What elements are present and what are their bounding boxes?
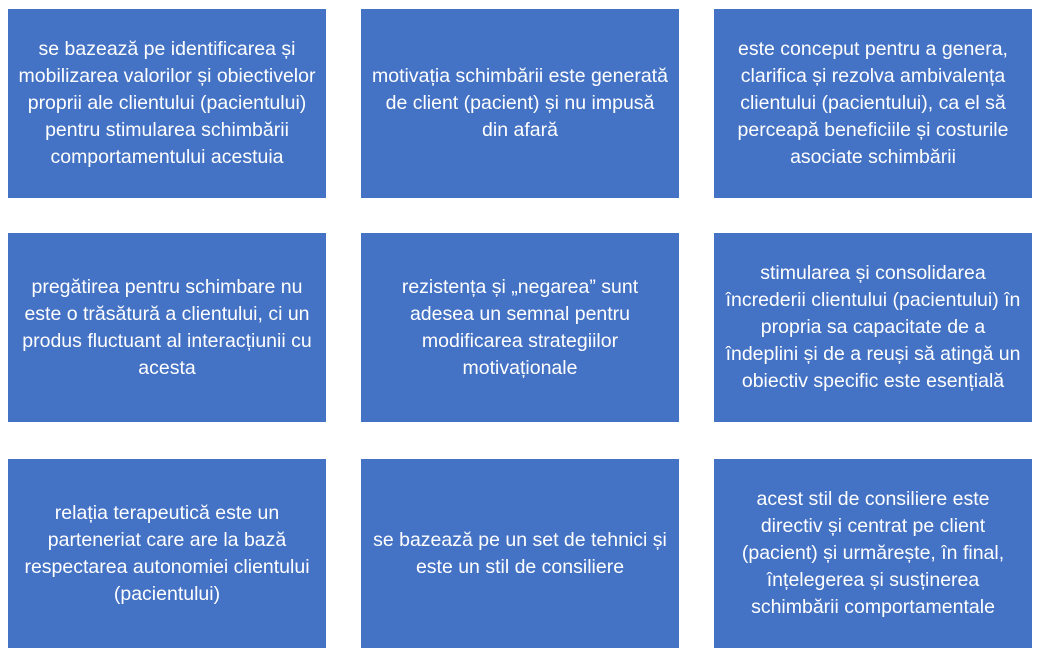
statement-text: se bazează pe un set de tehnici și este un stil de consiliere — [373, 528, 667, 578]
statement-box-relatia-terapeutica — [8, 459, 326, 648]
statement-text: relația terapeutică este un parteneriat care are la bază respectarea autonomiei clientului (pacientului) — [24, 501, 310, 605]
statement-text: acest stil de consiliere este directiv și centrat pe client (pacient) și urmărește, în final, înțelegerea și susținerea schimbării comportamentale — [741, 488, 1005, 618]
statement-text: este conceput pentru a genera, clarifica și rezolva ambivalența clientului (pacientului), ca el să perceapă beneficiile și costurile asociate schimbării — [737, 38, 1009, 168]
statement-box-increderea-clientului — [714, 233, 1032, 422]
statement-box-set-de-tehnici — [361, 459, 679, 648]
statement-text: rezistența și „negarea” sunt adesea un semnal pentru modificarea strategiilor motivaționale — [401, 275, 639, 379]
statement-box-identificarea-valorilor — [8, 9, 326, 198]
statement-text: se bazează pe identificarea și mobilizarea valorilor și obiectivelor proprii ale clientului (pacientului) pentru stimularea schimbării comportamentului acestuia — [18, 38, 316, 168]
statement-box-pregatirea-pentru-schimbare — [8, 233, 326, 422]
statement-box-stil-directiv — [714, 459, 1032, 648]
statement-text: motivația schimbării este generată de client (pacient) și nu impusă din afară — [372, 65, 668, 141]
statement-box-rezistenta-negarea — [361, 233, 679, 422]
statement-box-motivatia-schimbarii — [361, 9, 679, 198]
statement-box-ambivalenta — [714, 9, 1032, 198]
statement-text: stimularea și consolidarea încrederii clientului (pacientului) în propria sa capacitate de a îndeplini și de a reuși să atingă un obiectiv specific este esențială — [725, 262, 1021, 392]
statement-text: pregătirea pentru schimbare nu este o trăsătură a clientului, ci un produs fluctuant al interacțiunii cu acesta — [22, 275, 312, 379]
